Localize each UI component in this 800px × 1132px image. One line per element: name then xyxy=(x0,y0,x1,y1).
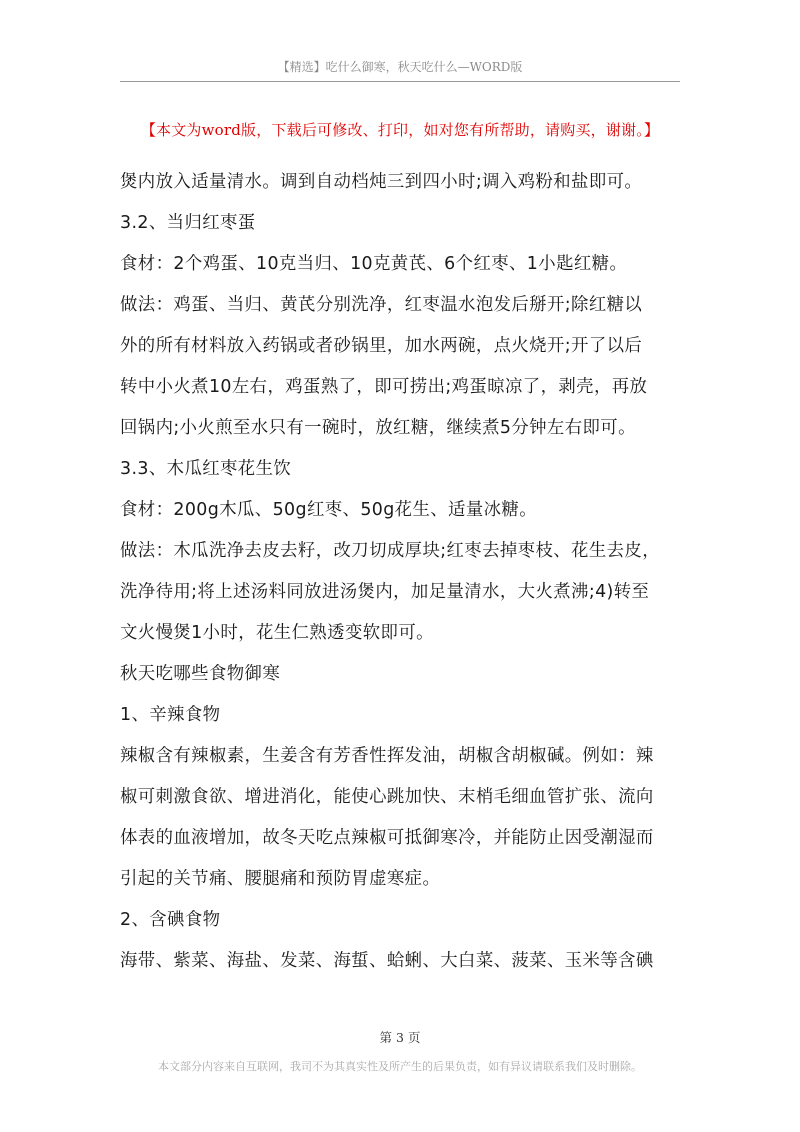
body-line: 体表的血液增加，故冬天吃点辣椒可抵御寒冷，并能防止因受潮湿而 xyxy=(120,828,654,848)
body-line: 外的所有材料放入药锅或者砂锅里，加水两碗，点火烧开;开了以后 xyxy=(120,336,643,356)
body-line: 做法：木瓜洗净去皮去籽，改刀切成厚块;红枣去掉枣枝、花生去皮， xyxy=(120,541,660,561)
header-title: 【精选】吃什么御寒，秋天吃什么—WORD版 xyxy=(277,60,523,74)
body-line: 食材：200g木瓜、50g红枣、50g花生、适量冰糖。 xyxy=(120,500,538,520)
purchase-notice: 【本文为word版，下载后可修改、打印，如对您有所帮助，请购买，谢谢。】 xyxy=(140,121,660,139)
body-line: 食材：2个鸡蛋、10克当归、10克黄芪、6个红枣、1小匙红糖。 xyxy=(120,254,628,274)
page-number: 第 3 页 xyxy=(379,1030,421,1045)
document-body xyxy=(120,162,680,982)
body-line: 海带、紫菜、海盐、发菜、海蜇、蛤蜊、大白菜、菠菜、玉米等含碘 xyxy=(120,951,654,971)
page-header xyxy=(120,58,680,82)
section-heading-autumn-foods: 秋天吃哪些食物御寒 xyxy=(120,664,281,684)
body-line: 回锅内;小火煎至水只有一碗时，放红糖，继续煮5分钟左右即可。 xyxy=(120,418,636,438)
body-line: 椒可刺激食欲、增进消化，能使心跳加快、末梢毛细血管扩张、流向 xyxy=(120,787,654,807)
section-heading-3-2: 3.2、当归红枣蛋 xyxy=(120,213,256,233)
subheading-iodine-foods: 2、含碘食物 xyxy=(120,910,221,930)
body-line: 转中小火煮10左右，鸡蛋熟了，即可捞出;鸡蛋晾凉了，剥壳，再放 xyxy=(120,377,648,397)
body-line: 煲内放入适量清水。调到自动档炖三到四小时;调入鸡粉和盐即可。 xyxy=(120,172,643,192)
page-footer-disclaimer: 本文部分内容来自互联网，我司不为其真实性及所产生的后果负责，如有异议请联系我们及时删除。 xyxy=(158,1060,642,1073)
body-line: 引起的关节痛、腰腿痛和预防胃虚寒症。 xyxy=(120,869,441,889)
body-line: 洗净待用;将上述汤料同放进汤煲内，加足量清水，大火煮沸;4)转至 xyxy=(120,582,650,602)
section-heading-3-3: 3.3、木瓜红枣花生饮 xyxy=(120,459,292,479)
body-line: 辣椒含有辣椒素，生姜含有芳香性挥发油，胡椒含胡椒碱。例如：辣 xyxy=(120,746,654,766)
body-line: 文火慢煲1小时，花生仁熟透变软即可。 xyxy=(120,623,434,643)
body-line: 做法：鸡蛋、当归、黄芪分别洗净，红枣温水泡发后掰开;除红糖以 xyxy=(120,295,643,315)
subheading-spicy-foods: 1、辛辣食物 xyxy=(120,705,221,725)
